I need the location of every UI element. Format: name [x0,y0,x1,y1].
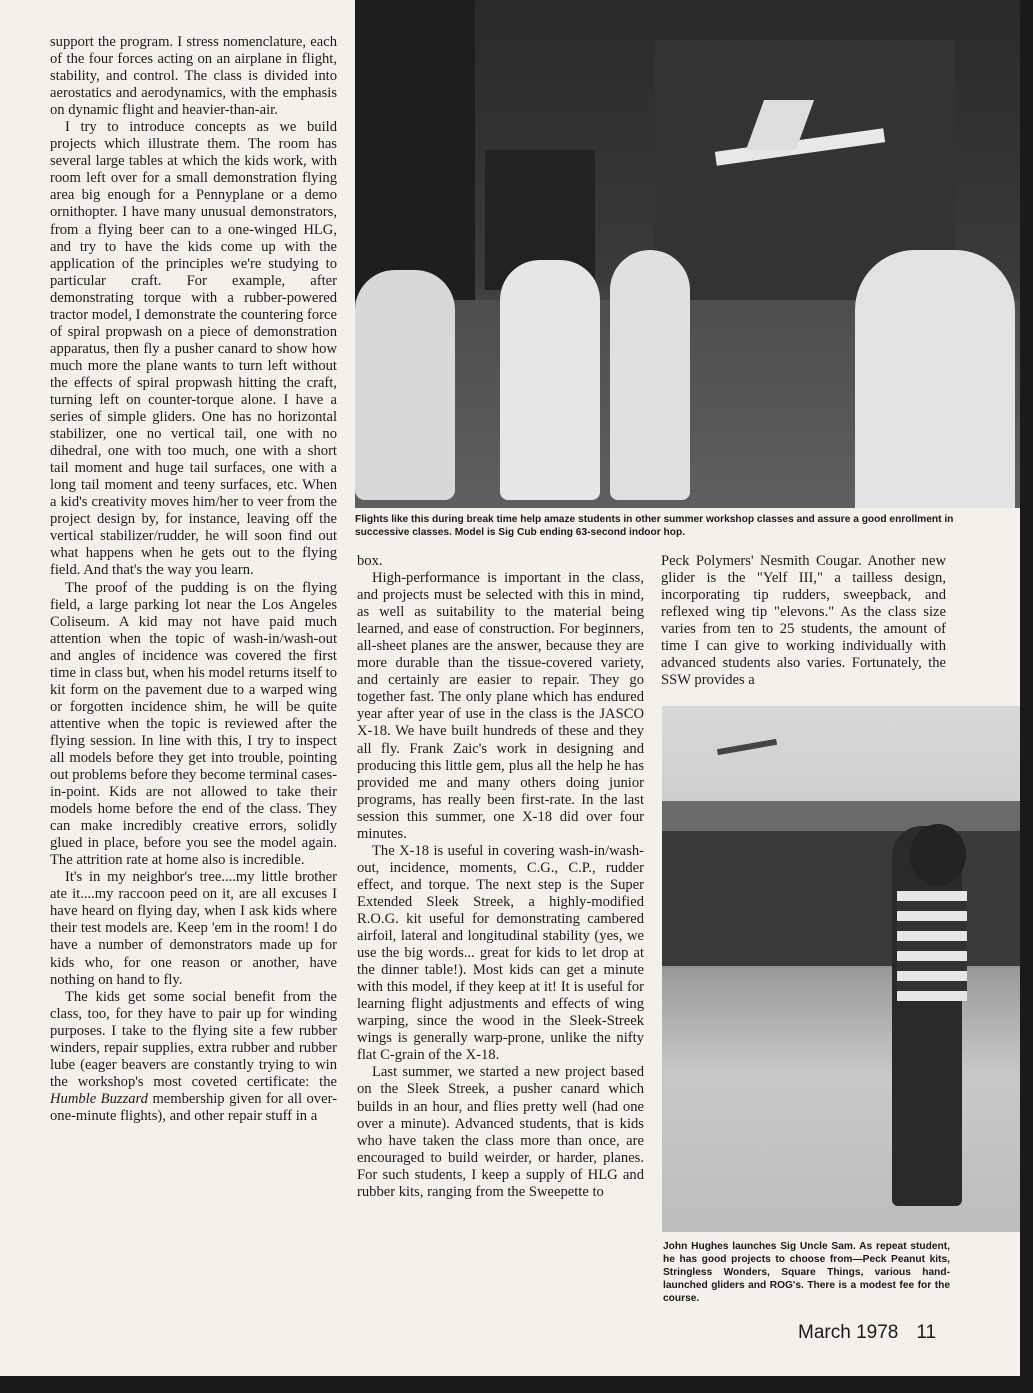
article-column-1 [50,34,337,1125]
article-column-3 [661,553,946,689]
page-footer [798,1322,936,1344]
paragraph: The X-18 is useful in covering wash-in/wash-out, incidence, moments, C.G., C.P., rudder effect, and torque. The next step is the Super Extended Sleek Streek, a highly-modified R.O.G. kit useful for demonstrating cambered airfoil, lateral and longitudinal stability (yes, we use the big words... great for kids to let drop at the dinner table!). Most kids can get a minute with this model, if they keep at it! It is useful for learning flight adjustments and effects of wing warping, since the wood in the Sleek-Streek wings is generally warp-prone, unlike the nifty flat C-grain of the X-18. [357,842,644,1064]
paragraph: box. [357,553,383,569]
photo-boy-launching-glider [662,706,1020,1232]
italic-title: Humble Buzzard [50,1090,148,1107]
paragraph: The proof of the pudding is on the flying field, a large parking lot near the Los Angeles Coliseum. A kid may not have paid much attention when the topic of wash-in/wash-out and angles of incidence was covered the first time in class but, when his model returns itself to kit form on the pavement due to a warped wing or forgotten incidence shim, he will be quite attentive when the topic is reviewed after the flying session. In line with this, I try to inspect all models before they get into trouble, pointing out problems before they become terminal cases-in-point. Kids are not allowed to take their models home before the end of the class. They can make incredibly creative errors, solidly glued in place, before you see the model again. The attrition rate at home also is incredible. [50,579,337,869]
paragraph [50,989,337,1125]
photo-indoor-flight [355,0,1020,508]
paragraph: High-performance is important in the class, and projects must be selected with this in mind, as well as suitability to the material being learned, and ease of construction. For beginners, all-sheet planes are the answer, because they are more durable than the tissue-covered variety, and certainly are easier to repair. They go together fast. The only plane which has endured year after year of use in the class is the JASCO X-18. We have built hundreds of these and they all fly. Frank Zaic's work in designing and producing this little gem, plus all the help he has provided me and many others doing junior programs, has really been first-rate. In the last session this summer, one X-18 did over four minutes. [357,570,644,842]
model-airplane [717,739,777,755]
page-number: 11 [916,1322,937,1343]
paragraph: Peck Polymers' Nesmith Cougar. Another new glider is the "Yelf III," a tailless design, incorporating tip rudders, sweepback, and reflexed wing tip "elevons." As the class size varies from ten to 25 students, the amount of time I can give to working individually with advanced students also varies. Fortunately, the SSW provides a [661,553,946,689]
photo-caption: Flights like this during break time help amaze students in other summer workshop classes and assure a good enrollment in successive classes. Model is Sig Cub ending 63-second indoor hop. [355,514,954,538]
issue-date: March 1978 [798,1322,899,1343]
paragraph: It's in my neighbor's tree....my little brother ate it....my raccoon peed on it, are all excuses I have heard on flying day, when I ask kids where their test models are. Keep 'em in the room! I do have a number of demonstrators made up for kids who, for one reason or another, have nothing on hand to fly. [50,869,337,988]
paragraph: I try to introduce concepts as we build projects which illustrate them. The room has several large tables at which the kids work, with room left over for a small demonstration flying area big enough for a Pennyplane or a demo ornithopter. I have many unusual demonstrators, from a flying beer can to a one-winged HLG, and try to have the kids come up with the application of the principles we're studying to particular craft. For example, after demonstrating torque with a rubber-powered tractor model, I demonstrate the countering force of spiral propwash on a piece of demonstration apparatus, then fly a pusher canard to show how much more the plane wants to turn left without the effects of spiral propwash hitting the craft, turning left on counter-torque alone. I have a series of simple gliders. One has no horizontal stabilizer, one no vertical tail, one with no dihedral, one with too much, one with a short tail moment and huge tail surfaces, one with a long tail moment and teeny surfaces, etc. When a kid's creativity moves him/her to veer from the project design by, for instance, leaving off the vertical stabilizer/rudder, he will soon find out what happens when he gets out to the flying field. And that's the way you learn. [50,119,337,579]
paragraph: support the program. I stress nomenclature, each of the four forces acting on an airplane in flight, stability, and control. The class is divided into aerostatics and aerodynamics, with the emphasis on dynamic flight and heavier-than-air. [50,34,337,119]
photo-caption: John Hughes launches Sig Uncle Sam. As repeat student, he has good projects to choose from—Peck Peanut kits, Stringless Wonders, Square Things, various hand-launched gliders and ROG's. There is a modest fee for the course. [663,1241,950,1304]
article-column-2 [357,553,644,1201]
text-run: membership given for all over-one-minute flights), and other repair stuff in a [50,1090,337,1124]
paragraph: Last summer, we started a new project based on the Sleek Streek, a pusher canard which builds in an hour, and flies pretty well (had one over a minute). Advanced students, that is kids who have taken the class more than once, are encouraged to build weirder, or harder, planes. For such students, I keep a supply of HLG and rubber kits, ranging from the Sweepette to [357,1064,644,1200]
text-run: The kids get some social benefit from the class, too, for they have to pair up for winding purposes. I take to the flying site a few rubber winders, repair supplies, extra rubber and rubber lube (eager beavers are constantly trying to win the workshop's most coveted certificate: the [50,988,337,1090]
